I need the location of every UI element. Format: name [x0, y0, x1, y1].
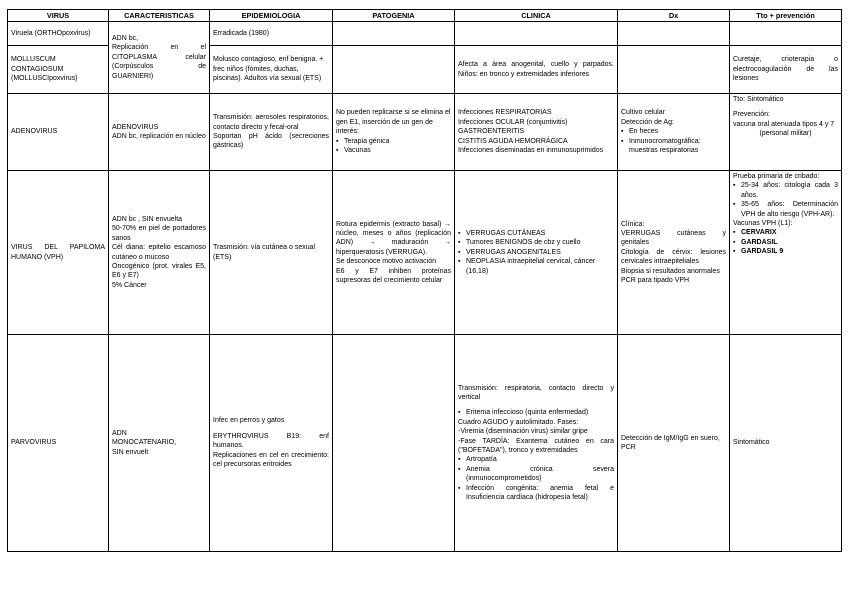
viruela-patogenia — [333, 22, 455, 46]
adenovirus-tto-line4: (personal militar) — [759, 130, 812, 138]
list-item: ▪ 35-65 años: Determinación VPH de alto riesgo (VPH-AR). — [741, 200, 838, 219]
adenovirus-clin-line: Infecciones diseminadas en inmunosuprimidos — [458, 147, 604, 155]
row-adenovirus — [8, 94, 842, 171]
list-item: ▪ VERRUGAS CUTÁNEAS — [466, 229, 614, 238]
viruela-tto — [730, 22, 842, 46]
adenovirus-pat-text: No pueden replicarse si se elimina el gen E1, inserción de un gen de interés: — [336, 109, 451, 136]
adenovirus-dx-line1: Cultivo celular — [621, 109, 665, 117]
parvovirus-patogenia — [333, 335, 455, 552]
parvovirus-clinica — [455, 335, 618, 552]
list-item: ▪ GARDASIL 9 — [741, 247, 838, 256]
adenovirus-caracteristicas — [109, 94, 210, 171]
adenovirus-tto — [730, 94, 842, 171]
header-epidemiologia: EPIDEMIOLOGIA — [210, 10, 333, 22]
row-viruela — [8, 22, 842, 46]
parvovirus-clin-line: -Fase TARDÍA: Exantema cutáneo en cara ("BOFETADA"), tronco y extremidades — [458, 437, 614, 454]
viruela-dx — [618, 22, 730, 46]
header-virus: VIRUS — [8, 10, 109, 22]
molluscum-dx — [618, 46, 730, 94]
viruela-clinica — [455, 22, 618, 46]
vph-dx-line: Citología de cérvix: lesiones cervicales intraepiteliales — [621, 248, 726, 266]
pox-car-line1: ADN bc, — [112, 34, 139, 42]
parvovirus-dx: Detección de IgM/IgG en suero, PCR — [618, 335, 730, 552]
parvovirus-epi-line2: ERYTHROVIRUS B19: enf humanos. — [213, 432, 329, 450]
parvovirus-epidemiologia — [210, 335, 333, 552]
list-item: ▪ Vacunas — [344, 146, 451, 155]
list-item: ▪ Artropatía — [466, 455, 614, 464]
adenovirus-epi-line1: Transmisión: aerosoles respiratorios, contacto directo y fecal-oral — [213, 114, 329, 131]
parvovirus-epi-line1: Infec en perros y gatos — [213, 417, 285, 425]
molluscum-epidemiologia: Molusco contagioso, enf benigna. + frec niños (fómites, duchas, piscinas). Adultos vía sexual (ETS) — [210, 46, 333, 94]
molluscum-tto: Curetaje, crioterapia o electrocoagulación de las lesiones — [730, 46, 842, 94]
adenovirus-epidemiologia — [210, 94, 333, 171]
pox-car-line2: Replicación en el CITOPLASMA celular (Corpúsculos de GUARNIERI) — [112, 44, 206, 80]
adenovirus-epi-line2: Soportan pH ácido (secreciones gástricas) — [213, 133, 329, 150]
list-item: ▪ Anemia crónica severa (inmunocomprometidos) — [466, 465, 614, 484]
vph-pat-line: Se desconoce motivo activación — [336, 258, 436, 266]
list-item: ▪ NEOPLASIA intraepitelial cervical, cáncer (16,18) — [466, 257, 614, 276]
vph-dx — [618, 171, 730, 335]
vph-tto-line1: Prueba primaria de cribado: — [733, 173, 820, 180]
adenovirus-car-line1: ADENOVIRUS — [112, 123, 159, 131]
list-item: ▪ GARDASIL — [741, 238, 838, 247]
vph-pat-line: E6 y E7 inhiben proteínas supresoras del crecimiento celular — [336, 267, 451, 285]
row-vph — [8, 171, 842, 335]
pox-caracteristicas — [109, 22, 210, 94]
vph-car-line: ADN bc , SIN envuelta — [112, 215, 183, 223]
list-item: ▪ Inmunocromatográfica: muestras respiratorias — [629, 137, 726, 156]
vph-car-line: Cél diana: epitelio escamoso cutáneo o mucoso — [112, 244, 206, 261]
adenovirus-pat-list — [336, 137, 451, 156]
adenovirus-clin-line: CISTITIS AGUDA HEMORRÁGICA — [458, 137, 568, 145]
molluscum-virus: MOLLUSCUM CONTAGIOSUM (MOLLUSCIpoxvirus) — [8, 46, 109, 94]
vph-tto-list — [733, 181, 838, 219]
adenovirus-clin-line: GASTROENTERITIS — [458, 128, 525, 136]
molluscum-clinica: Afecta a área anogenital, cuello y parpados. Niños: en tronco y extremidades inferiores — [455, 46, 618, 94]
adenovirus-tto-line2: Prevención: — [733, 111, 770, 119]
parvovirus-clin-list1 — [458, 408, 614, 417]
header-dx: Dx — [618, 10, 730, 22]
adenovirus-clinica — [455, 94, 618, 171]
header-caracteristicas: CARACTERISTICAS — [109, 10, 210, 22]
adenovirus-dx-list — [621, 127, 726, 155]
vph-dx-line: Biopsia si resultados anormales — [621, 267, 720, 275]
adenovirus-tto-line1: Tto: Sintomático — [733, 96, 784, 103]
list-item: ▪ En heces — [629, 127, 726, 136]
vph-dx-line: VERRUGAS cutáneas y genitales — [621, 229, 726, 247]
vph-car-line: 5% Cáncer — [112, 281, 147, 289]
vph-dx-line: Clínica: — [621, 220, 645, 228]
viruela-epidemiologia: Erradicada (1980) — [210, 22, 333, 46]
vph-clin-list — [458, 229, 614, 276]
adenovirus-clin-line: Infecciones RESPIRATORIAS — [458, 109, 552, 117]
vph-car-line: Oncogénico (prot. virales E5, E6 y E7) — [112, 262, 206, 280]
viruela-virus: Viruela (ORTHOpoxvirus) — [8, 22, 109, 46]
adenovirus-patogenia — [333, 94, 455, 171]
parvovirus-clin-line: -Viremia (diseminación virus) similar gripe — [458, 428, 588, 436]
list-item: ▪ Eritema infeccioso (quinta enfermedad) — [466, 408, 614, 417]
header-tto: Tto + prevención — [730, 10, 842, 22]
parvovirus-tto: Sintomático — [730, 335, 842, 552]
list-item: ▪ CERVARIX — [741, 228, 838, 237]
list-item: ▪ VERRUGAS ANOGENITALES — [466, 248, 614, 257]
parvovirus-epi-line3: Replicaciones en cel en crecimiento: cel precursoras eritroides — [213, 451, 329, 469]
parvovirus-clin-line: Transmisión: respiratoria, contacto directo y vertical — [458, 384, 614, 401]
vph-vaccine-list — [733, 228, 838, 256]
vph-car-line: 50-70% en piel de portadores sanos — [112, 225, 206, 242]
parvovirus-car-line: SIN envuelt — [112, 448, 149, 456]
vph-tto-line4: Vacunas VPH (L1): — [733, 220, 793, 228]
vph-dx-line: PCR para tipado VPH — [621, 277, 690, 285]
vph-caracteristicas — [109, 171, 210, 335]
parvovirus-clin-line: Cuadro AGUDO y autolimitado. Fases: — [458, 418, 579, 426]
vph-pat-line: Rotura epidermis (extracto basal) → núcleo, meses o años (replicación ADN) → maduración → hiperqueratosis (VERRUGA). — [336, 220, 451, 256]
adenovirus-virus: ADENOVIRUS — [8, 94, 109, 171]
list-item: ▪ 25-34 años: citología cada 3 años. — [741, 181, 838, 200]
vph-clinica — [455, 171, 618, 335]
parvovirus-car-line: MONOCATENARIO, — [112, 439, 177, 447]
adenovirus-car-line2: ADN bc, replicación en núcleo — [112, 133, 206, 140]
parvovirus-clin-list2 — [458, 455, 614, 502]
header-clinica: CLINICA — [455, 10, 618, 22]
molluscum-patogenia — [333, 46, 455, 94]
vph-tto — [730, 171, 842, 335]
list-item: ▪ Tumores BENIGNOS de cbz y cuello — [466, 238, 614, 247]
vph-patogenia — [333, 171, 455, 335]
virus-table — [7, 9, 842, 552]
document-page — [7, 9, 841, 552]
list-item: ▪ Infección congénita: anemia fetal e Insuficiencia cardíaca (hidropesía fetal) — [466, 484, 614, 503]
vph-virus: VIRUS DEL PAPILOMA HUMANO (VPH) — [8, 171, 109, 335]
parvovirus-virus: PARVOVIRUS — [8, 335, 109, 552]
header-row — [8, 10, 842, 22]
adenovirus-dx-line2: Detección de Ag: — [621, 118, 674, 126]
vph-epidemiologia: Trasmisión: vía cutánea o sexual (ETS) — [210, 171, 333, 335]
header-patogenia: PATOGENIA — [333, 10, 455, 22]
adenovirus-dx — [618, 94, 730, 171]
adenovirus-tto-line3: vacuna oral atenuada tipos 4 y 7 — [733, 120, 835, 128]
parvovirus-caracteristicas — [109, 335, 210, 552]
row-parvovirus — [8, 335, 842, 552]
list-item: ▪ Terapia génica — [344, 137, 451, 146]
adenovirus-clin-line: Infecciones OCULAR (conjuntivitis) — [458, 118, 568, 126]
parvovirus-car-line: ADN — [112, 429, 127, 437]
